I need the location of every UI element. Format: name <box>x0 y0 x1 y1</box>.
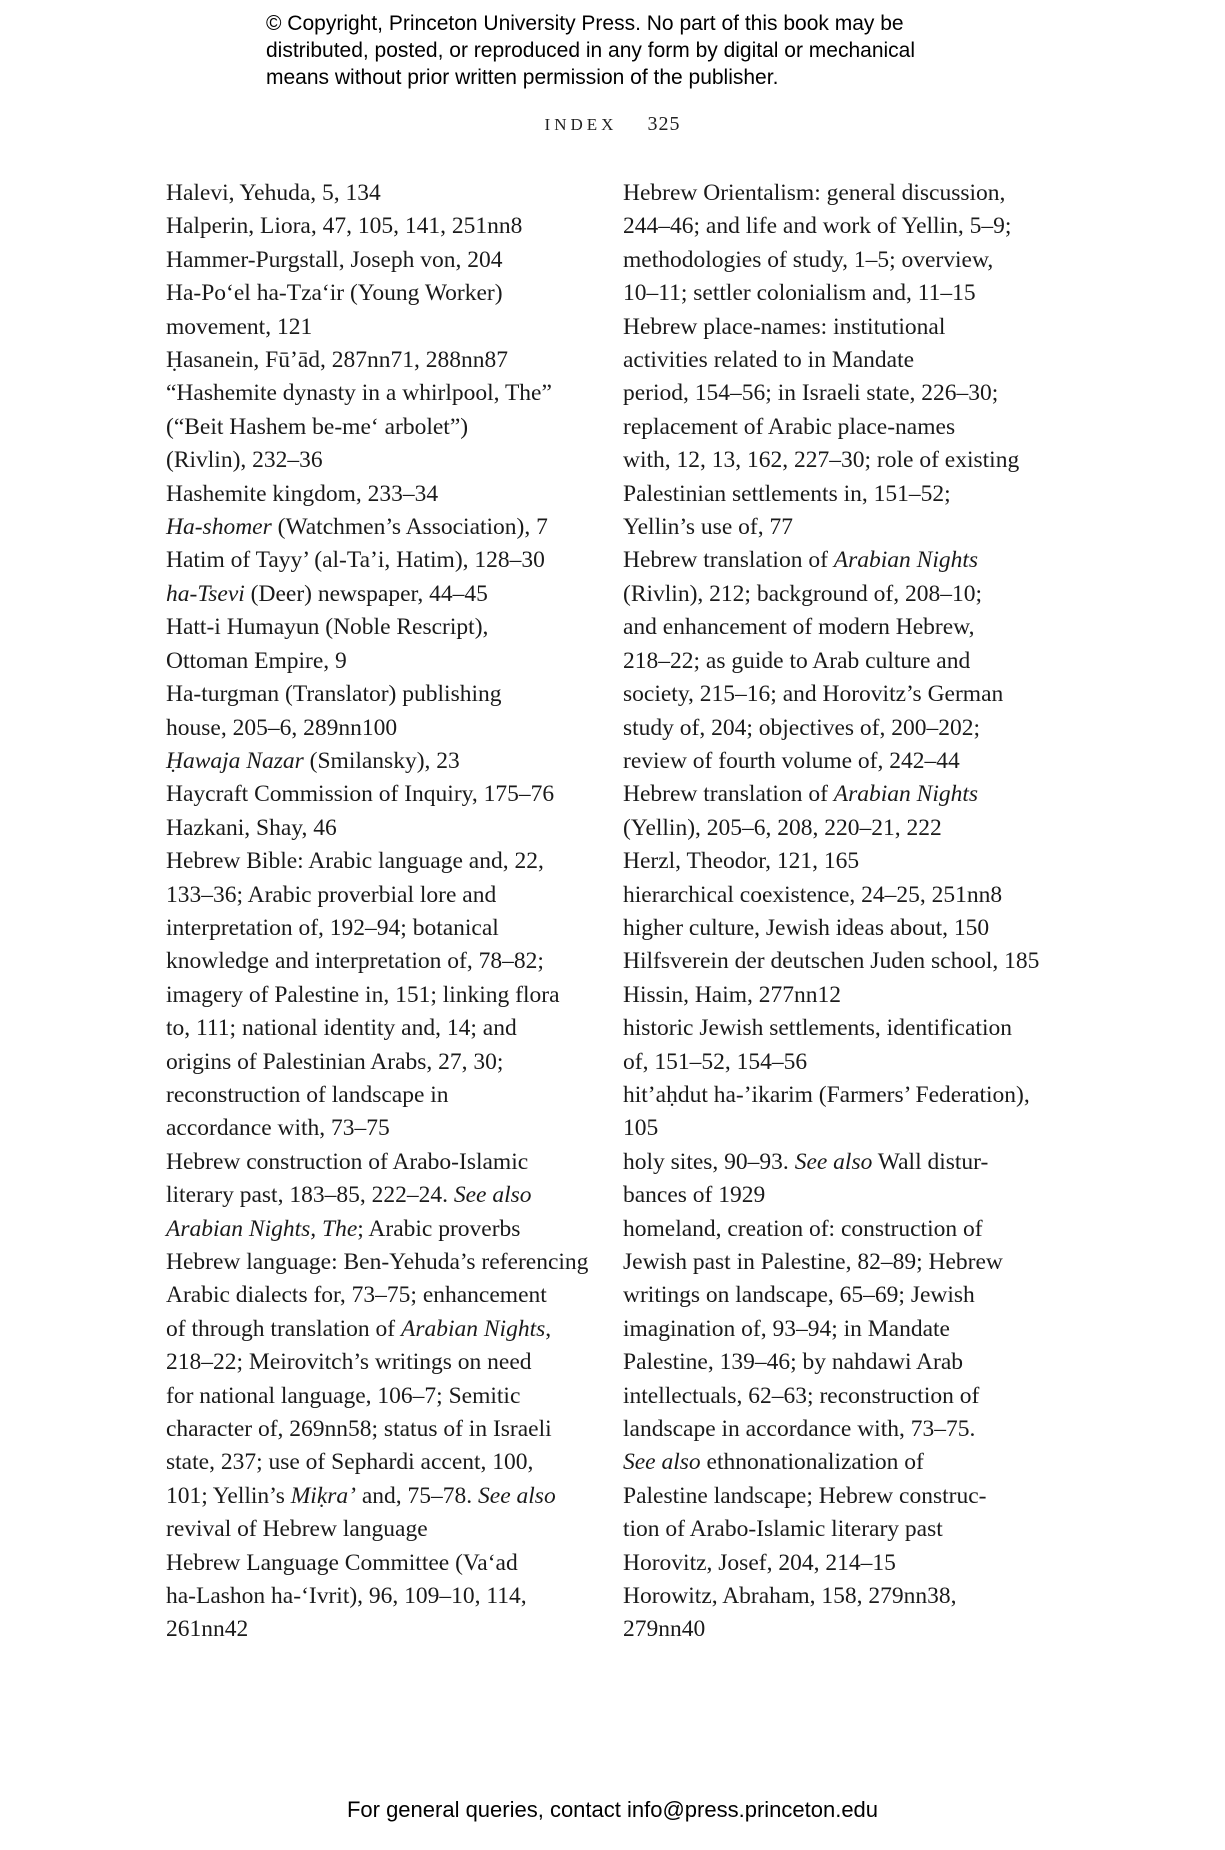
index-entry-line <box>166 1112 586 1145</box>
copyright-line: distributed, posted, or reproduced in any form by digital or mechanical <box>266 39 916 62</box>
index-entry <box>623 945 1043 978</box>
entry-text: knowledge and interpretation of, 78–82; <box>166 948 544 975</box>
page-number: 325 <box>647 113 681 135</box>
entry-text: Hashemite kingdom, 233–34 <box>166 480 439 507</box>
entry-text: Hilfsverein der deutschen Juden school, 185 <box>623 948 1040 975</box>
index-entry <box>166 377 586 477</box>
index-entry-line <box>166 1547 586 1580</box>
copyright-line: means without prior written permission of the publisher. <box>266 66 779 89</box>
entry-text: writings on landscape, 65–69; Jewish <box>623 1282 975 1309</box>
index-entry-line <box>166 177 586 210</box>
index-entry-line <box>166 1012 586 1045</box>
entry-text: character of, 269nn58; status of in Israeli <box>166 1416 552 1443</box>
entry-text: Arabic dialects for, 73–75; enhancement <box>166 1282 547 1309</box>
index-entry-line <box>166 1613 586 1646</box>
entry-text: tion of Arabo-Islamic literary past <box>623 1516 943 1543</box>
index-entry-line <box>166 712 586 745</box>
index-entry-line <box>166 411 586 444</box>
entry-text: Hammer-Purgstall, Joseph von, 204 <box>166 246 503 273</box>
index-entry-line <box>166 1380 586 1413</box>
entry-text: (Rivlin), 232–36 <box>166 447 323 474</box>
index-entry-line <box>623 177 1043 210</box>
entry-text: Horowitz, Abraham, 158, 279nn38, <box>623 1583 957 1610</box>
entry-text: replacement of Arabic place-names <box>623 413 956 440</box>
index-entry <box>623 778 1043 845</box>
entry-text: Hebrew place-names: institutional <box>623 313 946 340</box>
index-entry-line <box>623 311 1043 344</box>
entry-text: Ḥasanein, Fū’ād, 287nn71, 288nn87 <box>166 347 509 374</box>
index-entry <box>166 611 586 678</box>
entry-text: Hebrew Orientalism: general discussion, <box>623 180 1006 206</box>
index-entry-line <box>166 1580 586 1613</box>
index-entry <box>166 478 586 511</box>
entry-text: Hebrew construction of Arabo-Islamic <box>166 1148 529 1175</box>
index-entry <box>623 1213 1043 1547</box>
index-entry <box>166 277 586 344</box>
index-entry-line <box>166 277 586 310</box>
entry-text: accordance with, 73–75 <box>166 1115 390 1142</box>
entry-text: (Smilansky), 23 <box>303 747 460 774</box>
index-entry-line <box>166 912 586 945</box>
index-entry-line <box>166 845 586 878</box>
entry-text: Herzl, Theodor, 121, 165 <box>623 848 860 875</box>
index-entry-line <box>623 377 1043 410</box>
index-entry-line <box>623 344 1043 377</box>
index-entry <box>623 1012 1043 1079</box>
index-entry-line <box>166 1213 586 1246</box>
entry-text: Jewish past in Palestine, 82–89; Hebrew <box>623 1249 1003 1275</box>
index-entry <box>166 544 586 577</box>
entry-text: Ha-turgman (Translator) publishing <box>166 681 502 708</box>
entry-text: and, 75–78. <box>355 1482 479 1509</box>
index-entry <box>166 745 586 778</box>
entry-text: Palestinian settlements in, 151–52; <box>623 480 951 507</box>
entry-text: with, 12, 13, 162, 227–30; role of existing <box>623 447 1020 474</box>
entry-text: 244–46; and life and work of Yellin, 5–9; <box>623 213 1012 240</box>
index-entry-line <box>623 912 1043 945</box>
entry-text: study of, 204; objectives of, 200–202; <box>623 714 981 741</box>
index-entry <box>166 511 586 544</box>
entry-text: landscape in accordance with, 73–75. <box>623 1416 976 1443</box>
entry-text: 218–22; Meirovitch’s writings on need <box>166 1349 532 1376</box>
index-entry-line <box>166 611 586 644</box>
entry-text: Horovitz, Josef, 204, 214–15 <box>623 1549 896 1576</box>
entry-text: ethnonationalization of <box>700 1449 924 1476</box>
running-head-label: INDEX <box>544 115 618 134</box>
index-entry <box>166 578 586 611</box>
index-entry-line <box>623 712 1043 745</box>
index-entry-line <box>166 1246 589 1279</box>
index-entry-line <box>166 678 586 711</box>
index-entry-line <box>623 1513 1043 1546</box>
index-entry <box>166 1246 589 1547</box>
index-entry-line <box>166 1413 586 1446</box>
entry-text: review of fourth volume of, 242–44 <box>623 747 960 774</box>
index-entry-line <box>166 1279 586 1312</box>
italic-text: Miḳra’ <box>290 1482 356 1509</box>
index-entry <box>166 177 586 210</box>
italic-text: Ha-shomer <box>166 514 272 541</box>
entry-text: and enhancement of modern Hebrew, <box>623 614 975 641</box>
entry-text: Halevi, Yehuda, 5, 134 <box>166 180 381 206</box>
index-entry <box>166 778 586 811</box>
index-entry-line <box>166 544 586 577</box>
index-entry-line <box>166 311 586 344</box>
index-entry-line <box>166 444 586 477</box>
entry-text: hit’aḥdut ha-’ikarim (Farmers’ Federation), <box>623 1081 1030 1108</box>
entry-text: ; Arabic proverbs <box>357 1215 521 1242</box>
entry-text: historic Jewish settlements, identification <box>623 1015 1012 1042</box>
entry-text: for national language, 106–7; Semitic <box>166 1382 521 1409</box>
index-entry-line <box>166 1146 586 1179</box>
entry-text: higher culture, Jewish ideas about, 150 <box>623 914 990 941</box>
index-entry-line <box>166 1079 586 1112</box>
index-entry-line <box>166 879 586 912</box>
index-entry <box>623 979 1043 1012</box>
footer-contact: For general queries, contact info@press.princeton.edu <box>346 1797 879 1822</box>
index-entry-line <box>623 1046 1043 1079</box>
entry-text: Ottoman Empire, 9 <box>166 647 347 674</box>
index-entry <box>166 1146 586 1246</box>
index-entry-line <box>166 344 586 377</box>
entry-text: Hebrew translation of <box>623 781 834 808</box>
index-entry-line <box>166 578 586 611</box>
entry-text: 101; Yellin’s <box>166 1482 291 1509</box>
index-entry-line <box>623 778 1043 811</box>
entry-text: Hatim of Tayy’ (al-Ta’i, Hatim), 128–30 <box>166 547 545 574</box>
index-entry-line <box>623 645 1043 678</box>
index-column-left <box>166 177 589 1647</box>
index-entry-line <box>623 1179 1043 1212</box>
entry-text: homeland, creation of: construction of <box>623 1215 983 1242</box>
entry-text: Hebrew Language Committee (Va‘ad <box>166 1549 518 1576</box>
italic-text: Arabian Nights <box>833 547 979 574</box>
entry-text: 279nn40 <box>623 1616 706 1643</box>
index-entry-line <box>166 812 586 845</box>
entry-text: state, 237; use of Sephardi accent, 100, <box>166 1449 534 1476</box>
index-entry-line <box>623 979 1043 1012</box>
entry-text: Ha-Po‘el ha-Tza‘ir (Young Worker) <box>166 280 503 307</box>
italic-text: See also <box>453 1182 532 1209</box>
italic-text: See also <box>623 1449 701 1476</box>
entry-text: Hissin, Haim, 277nn12 <box>623 981 842 1008</box>
index-entry-line <box>166 1346 586 1379</box>
index-entry-line <box>623 210 1043 243</box>
index-entry-line <box>623 511 1043 544</box>
entry-text: “Hashemite dynasty in a whirlpool, The” <box>166 380 552 407</box>
index-entry <box>623 912 1043 945</box>
index-entry <box>623 1547 1043 1580</box>
entry-text: Palestine landscape; Hebrew construc- <box>623 1482 987 1509</box>
index-entry-line <box>623 611 1043 644</box>
entry-text: society, 215–16; and Horovitz’s German <box>623 681 1004 708</box>
index-entry-line <box>166 1480 586 1513</box>
entry-text: Hebrew translation of <box>623 547 834 574</box>
index-entry-line <box>623 277 1043 310</box>
index-entry-line <box>623 1146 1043 1179</box>
entry-text: 105 <box>623 1115 659 1142</box>
index-entry-line <box>623 1580 1043 1613</box>
entry-text: to, 111; national identity and, 14; and <box>166 1015 517 1042</box>
index-entry <box>623 1079 1043 1146</box>
entry-text: (Deer) newspaper, 44–45 <box>244 580 488 607</box>
entry-text: Hebrew Bible: Arabic language and, 22, <box>166 848 544 875</box>
index-entry <box>623 177 1043 311</box>
entry-text: imagery of Palestine in, 151; linking flora <box>166 981 560 1008</box>
entry-text: (Rivlin), 212; background of, 208–10; <box>623 580 982 607</box>
index-entry <box>623 845 1043 878</box>
italic-text: Arabian Nights <box>833 781 979 808</box>
index-entry-line <box>166 645 586 678</box>
index-entry-line <box>623 544 1043 577</box>
index-entry-line <box>166 244 586 277</box>
entry-text: house, 205–6, 289nn100 <box>166 714 398 741</box>
entry-text: interpretation of, 192–94; botanical <box>166 914 499 941</box>
entry-text: revival of Hebrew language <box>166 1516 428 1543</box>
entry-text: Halperin, Liora, 47, 105, 141, 251nn8 <box>166 213 523 240</box>
italic-text: ha-Tsevi <box>166 580 245 607</box>
entry-text: , <box>545 1315 552 1342</box>
copyright-line: © Copyright, Princeton University Press. No part of this book may be <box>266 12 904 35</box>
index-entry-line <box>166 511 586 544</box>
entry-text: methodologies of study, 1–5; overview, <box>623 246 994 273</box>
entry-text: Haycraft Commission of Inquiry, 175–76 <box>166 781 555 808</box>
entry-text: intellectuals, 62–63; reconstruction of <box>623 1382 980 1409</box>
index-entry-line <box>166 478 586 511</box>
entry-text: 10–11; settler colonialism and, 11–15 <box>623 280 976 307</box>
index-entry <box>623 1580 1043 1647</box>
index-entry <box>166 678 586 745</box>
index-entry <box>166 812 586 845</box>
index-entry-line <box>623 1313 1043 1346</box>
index-entry-line <box>166 1513 586 1546</box>
index-entry-line <box>623 945 1043 978</box>
index-entry <box>623 1146 1043 1213</box>
entry-text: 218–22; as guide to Arab culture and <box>623 647 971 674</box>
index-entry <box>166 344 586 377</box>
running-head <box>0 113 1225 136</box>
index-entry <box>166 1547 586 1647</box>
entry-text: bances of 1929 <box>623 1182 766 1209</box>
index-entry-line <box>166 210 586 243</box>
index-entry-line <box>166 1313 586 1346</box>
index-entry-line <box>166 778 586 811</box>
entry-text: literary past, 183–85, 222–24. <box>166 1182 454 1209</box>
entry-text: (Watchmen’s Association), 7 <box>271 514 548 541</box>
index-entry-line <box>623 1246 1043 1279</box>
index-entry-line <box>623 1112 1043 1145</box>
index-entry <box>623 311 1043 545</box>
entry-text: reconstruction of landscape in <box>166 1081 449 1108</box>
index-entry-line <box>623 478 1043 511</box>
index-entry-line <box>166 377 586 410</box>
entry-text: Hazkani, Shay, 46 <box>166 814 337 841</box>
index-entry-line <box>166 745 586 778</box>
entry-text: hierarchical coexistence, 24–25, 251nn8 <box>623 881 1003 908</box>
index-entry-line <box>623 1446 1043 1479</box>
index-entry-line <box>623 678 1043 711</box>
italic-text: See also <box>794 1148 873 1175</box>
index-entry-line <box>623 1279 1043 1312</box>
index-entry-line <box>623 1413 1043 1446</box>
entry-text: holy sites, 90–93. <box>623 1148 795 1175</box>
italic-text: Ḥawaja Nazar <box>166 747 304 774</box>
index-entry <box>623 879 1043 912</box>
index-entry-line <box>166 979 586 1012</box>
index-entry <box>166 210 586 243</box>
entry-text: 133–36; Arabic proverbial lore and <box>166 881 497 908</box>
entry-text: activities related to in Mandate <box>623 347 915 374</box>
italic-text: Arabian Nights, The <box>166 1215 358 1242</box>
entry-text: Hebrew language: Ben-Yehuda’s referencing <box>166 1249 589 1275</box>
index-entry-line <box>623 1547 1043 1580</box>
entry-text: imagination of, 93–94; in Mandate <box>623 1315 950 1342</box>
entry-text: of through translation of <box>166 1315 401 1342</box>
entry-text: of, 151–52, 154–56 <box>623 1048 808 1075</box>
index-entry-line <box>623 1346 1043 1379</box>
entry-text: period, 154–56; in Israeli state, 226–30; <box>623 380 999 407</box>
copyright-notice <box>266 10 1026 91</box>
entry-text: (“Beit Hashem be-me‘ arbolet”) <box>166 413 469 440</box>
index-entry-line <box>623 879 1043 912</box>
index-entry-line <box>166 945 586 978</box>
index-entry <box>623 544 1043 778</box>
index-entry <box>166 244 586 277</box>
italic-text: See also <box>478 1482 556 1509</box>
italic-text: Arabian Nights <box>400 1315 546 1342</box>
index-entry-line <box>623 578 1043 611</box>
index-entry-line <box>623 444 1043 477</box>
entry-text: 261nn42 <box>166 1616 249 1643</box>
index-entry-line <box>623 812 1043 845</box>
index-entry-line <box>623 244 1043 277</box>
index-entry-line <box>623 1480 1043 1513</box>
index-entry-line <box>166 1179 586 1212</box>
entry-text: origins of Palestinian Arabs, 27, 30; <box>166 1048 504 1075</box>
index-entry-line <box>623 845 1043 878</box>
index-entry-line <box>623 411 1043 444</box>
index-entry-line <box>623 1213 1043 1246</box>
entry-text: ha-Lashon ha-‘Ivrit), 96, 109–10, 114, <box>166 1583 527 1610</box>
entry-text: Hatt-i Humayun (Noble Rescript), <box>166 614 489 641</box>
index-entry <box>166 845 586 1146</box>
entry-text: (Yellin), 205–6, 208, 220–21, 222 <box>623 814 942 841</box>
index-column-right <box>623 177 1043 1647</box>
entry-text: Palestine, 139–46; by nahdawi Arab <box>623 1349 964 1376</box>
index-entry-line <box>166 1446 586 1479</box>
index-entry-line <box>623 1613 1043 1646</box>
entry-text: Yellin’s use of, 77 <box>623 514 793 541</box>
index-entry-line <box>623 1079 1043 1112</box>
index-entry-line <box>623 745 1043 778</box>
index-entry-line <box>623 1012 1043 1045</box>
entry-text: movement, 121 <box>166 313 313 340</box>
index-entry-line <box>623 1380 1043 1413</box>
index-entry-line <box>166 1046 586 1079</box>
entry-text: Wall distur- <box>872 1148 989 1175</box>
